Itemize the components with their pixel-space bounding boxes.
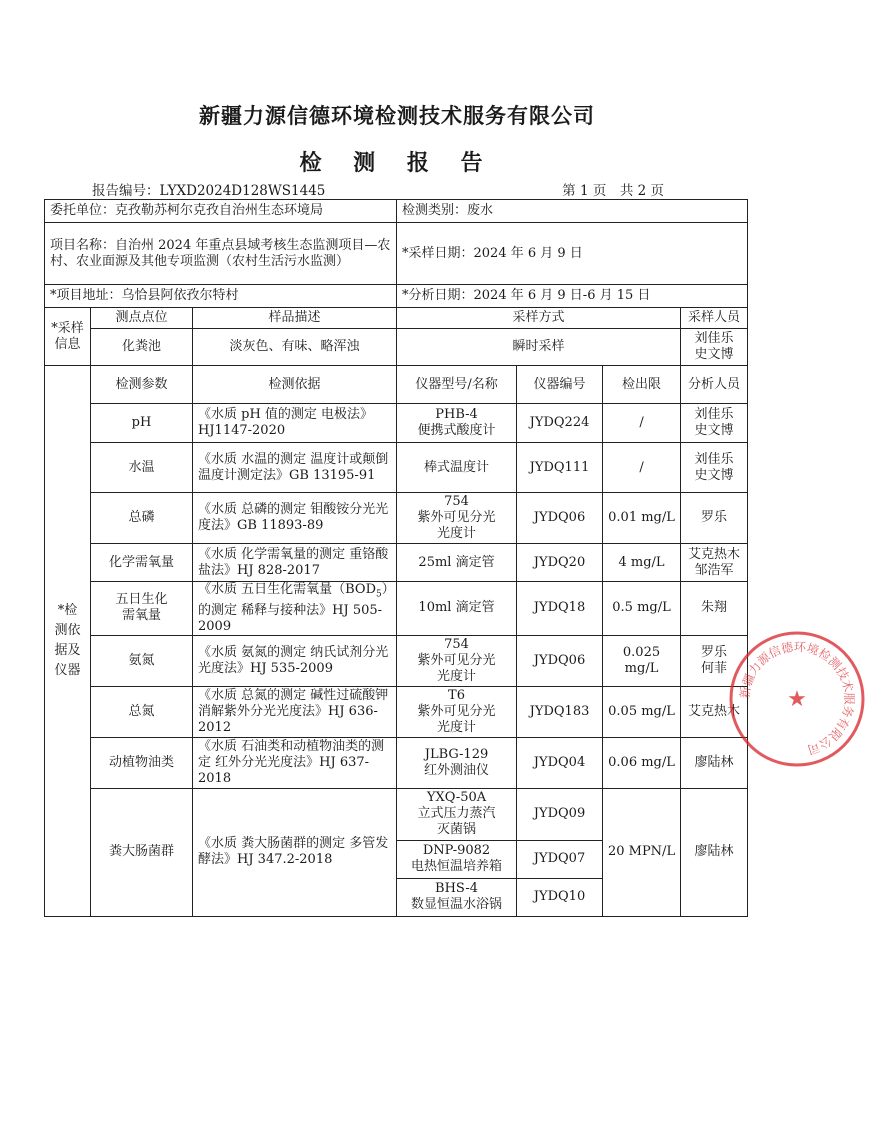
sampling-section-label: *采样信息: [45, 308, 91, 366]
address-row: [45, 285, 748, 308]
param-cell: 化学需氧量: [91, 544, 193, 582]
sampling-header-point: 测点点位: [91, 308, 193, 329]
instrument-code-cell: JYDQ20: [517, 544, 603, 582]
basis-text: 《水质 五日生化需氧量（BOD: [198, 582, 377, 597]
limit-cell: /: [603, 404, 681, 443]
instrument-cell: 754 紫外可见分光 光度计: [397, 493, 517, 544]
param-cell: 水温: [91, 443, 193, 493]
instrument-cell: 754 紫外可见分光 光度计: [397, 635, 517, 686]
basis-cell: 《水质 石油类和动植物油类的测定 红外分光光度法》HJ 637-2018: [193, 737, 397, 788]
instrument-code-cell: JYDQ18: [517, 582, 603, 636]
sampling-header-method: 采样方式: [397, 308, 681, 329]
instrument-code-cell: JYDQ07: [517, 840, 603, 878]
project-name: 项目名称：自治州 2024 年重点县域考核生态监测项目—农村、农业面源及其他专项监测（农村生活污水监测）: [45, 223, 397, 285]
instrument-code-cell: JYDQ06: [517, 493, 603, 544]
limit-cell: 0.06 mg/L: [603, 737, 681, 788]
instrument-cell: PHB-4 便携式酸度计: [397, 404, 517, 443]
limit-cell: 0.5 mg/L: [603, 582, 681, 636]
instrument-cell: BHS-4 数显恒温水浴锅: [397, 878, 517, 916]
project-address: *项目地址：乌恰县阿依孜尔特村: [45, 285, 397, 308]
param-cell: pH: [91, 404, 193, 443]
basis-cell: 《水质 氨氮的测定 纳氏试剂分光光度法》HJ 535-2009: [193, 635, 397, 686]
test-category: 检测类别：废水: [397, 200, 748, 223]
detection-header-param: 检测参数: [91, 366, 193, 404]
table-row: [45, 737, 748, 788]
analyst-cell: 廖陆林: [681, 737, 748, 788]
report-title: 检 测 报 告: [299, 150, 495, 176]
limit-cell: 0.025 mg/L: [603, 635, 681, 686]
instrument-code-cell: JYDQ09: [517, 788, 603, 840]
limit-cell: 0.01 mg/L: [603, 493, 681, 544]
basis-cell: 《水质 化学需氧量的测定 重铬酸盐法》HJ 828-2017: [193, 544, 397, 582]
company-seal: [722, 624, 872, 774]
limit-cell: 20 MPN/L: [603, 788, 681, 916]
sampling-point: 化粪池: [91, 329, 193, 366]
basis-cell: 《水质 粪大肠菌群的测定 多管发酵法》HJ 347.2-2018: [193, 788, 397, 916]
detection-header-basis: 检测依据: [193, 366, 397, 404]
instrument-cell: YXQ-50A 立式压力蒸汽 灭菌锅: [397, 788, 517, 840]
param-cell: 五日生化 需氧量: [91, 582, 193, 636]
detection-header-instrument: 仪器型号/名称: [397, 366, 517, 404]
sampling-value-row: [45, 329, 748, 366]
analysis-date: *分析日期：2024 年 6 月 9 日-6 月 15 日: [397, 285, 748, 308]
detection-header-limit: 检出限: [603, 366, 681, 404]
table-row: [45, 686, 748, 737]
param-cell: 氨氮: [91, 635, 193, 686]
basis-cell: 《水质 水温的测定 温度计或颠倒温度计测定法》GB 13195-91: [193, 443, 397, 493]
instrument-code-cell: JYDQ224: [517, 404, 603, 443]
instrument-code-cell: JYDQ04: [517, 737, 603, 788]
sampling-method: 瞬时采样: [397, 329, 681, 366]
sampling-header-personnel: 采样人员: [681, 308, 748, 329]
param-cell: 动植物油类: [91, 737, 193, 788]
page-info: 第 1 页 共 2 页: [562, 183, 664, 199]
table-row: [45, 404, 748, 443]
analyst-cell: 艾克热木 邹浩军: [681, 544, 748, 582]
company-name: 新疆力源信德环境检测技术服务有限公司: [199, 103, 595, 128]
analyst-cell: 罗乐 何菲: [681, 635, 748, 686]
detection-header-code: 仪器编号: [517, 366, 603, 404]
detection-header-row: [45, 366, 748, 404]
report-number: 报告编号：LYXD2024D128WS1445: [92, 183, 326, 199]
report-table: [44, 199, 748, 917]
instrument-cell: 25ml 滴定管: [397, 544, 517, 582]
table-row: [45, 443, 748, 493]
instrument-cell: JLBG-129 红外测油仪: [397, 737, 517, 788]
table-row: [45, 582, 748, 636]
instrument-code-cell: JYDQ183: [517, 686, 603, 737]
limit-cell: /: [603, 443, 681, 493]
basis-cell: [193, 582, 397, 636]
seal-text-path: 新疆力源信德环境检测技术服务有限公司: [737, 639, 857, 757]
sampling-personnel: 刘佳乐 史文博: [681, 329, 748, 366]
seal-star: ★: [787, 687, 807, 712]
table-row: [45, 493, 748, 544]
analyst-cell: 廖陆林: [681, 788, 748, 916]
client-row: [45, 200, 748, 223]
param-cell: 总氮: [91, 686, 193, 737]
instrument-cell: 棒式温度计: [397, 443, 517, 493]
instrument-cell: DNP-9082 电热恒温培养箱: [397, 840, 517, 878]
sampling-header-row: [45, 308, 748, 329]
detection-header-analyst: 分析人员: [681, 366, 748, 404]
param-cell: 总磷: [91, 493, 193, 544]
limit-cell: 4 mg/L: [603, 544, 681, 582]
detection-section-label: [45, 366, 91, 917]
instrument-code-cell: JYDQ111: [517, 443, 603, 493]
instrument-cell: T6 紫外可见分光 光度计: [397, 686, 517, 737]
table-row: [45, 788, 748, 840]
basis-cell: 《水质 pH 值的测定 电极法》 HJ1147-2020: [193, 404, 397, 443]
project-row: [45, 223, 748, 285]
basis-cell: 《水质 总磷的测定 钼酸铵分光光度法》GB 11893-89: [193, 493, 397, 544]
sampling-header-description: 样品描述: [193, 308, 397, 329]
basis-subscript: 5: [376, 589, 382, 600]
analyst-cell: 刘佳乐 史文博: [681, 443, 748, 493]
analyst-cell: 艾克热木: [681, 686, 748, 737]
instrument-cell: 10ml 滴定管: [397, 582, 517, 636]
basis-cell: 《水质 总氮的测定 碱性过硫酸钾消解紫外分光光度法》HJ 636-2012: [193, 686, 397, 737]
table-row: [45, 635, 748, 686]
basis-text: ）的测定 稀释与接种法》HJ 505-2009: [198, 582, 389, 634]
client-name: 委托单位：克孜勒苏柯尔克孜自治州生态环境局: [45, 200, 397, 223]
analyst-cell: 刘佳乐 史文博: [681, 404, 748, 443]
sample-description: 淡灰色、有味、略浑浊: [193, 329, 397, 366]
analyst-cell: 朱翔: [681, 582, 748, 636]
detection-section-label-text: *检测依据及仪器: [54, 602, 81, 678]
param-cell: 粪大肠菌群: [91, 788, 193, 916]
limit-cell: 0.05 mg/L: [603, 686, 681, 737]
analyst-cell: 罗乐: [681, 493, 748, 544]
instrument-code-cell: JYDQ06: [517, 635, 603, 686]
table-row: [45, 544, 748, 582]
instrument-code-cell: JYDQ10: [517, 878, 603, 916]
sampling-date: *采样日期：2024 年 6 月 9 日: [397, 223, 748, 285]
